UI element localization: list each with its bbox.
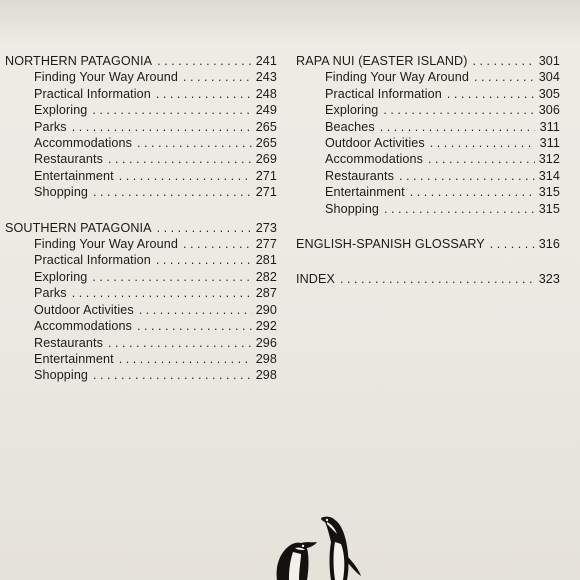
toc-entry[interactable] [296,86,560,102]
toc-entry[interactable] [5,236,277,252]
leader-dots [474,69,535,85]
toc-entry[interactable] [5,184,277,200]
toc-entry-label: Finding Your Way Around [34,70,178,85]
toc-page-number: 296 [255,335,277,350]
toc-entry-section[interactable] [296,53,560,69]
toc-entry-label: NORTHERN PATAGONIA [5,54,153,68]
toc-entry-section[interactable] [296,236,560,252]
leader-dots [410,184,535,200]
toc-entry-label: Finding Your Way Around [325,70,469,85]
page-top-shadow [0,0,580,44]
toc-entry-label: Outdoor Activities [325,136,425,151]
toc-entry[interactable] [296,201,560,217]
toc-page-number: 301 [538,54,560,68]
toc-page-number: 269 [255,152,277,167]
leader-dots [183,69,252,85]
leader-dots [92,269,252,285]
toc-page-number: 282 [255,269,277,284]
toc-entry[interactable] [5,318,277,334]
toc-entry[interactable] [5,367,277,383]
toc-entry-label: SOUTHERN PATAGONIA [5,220,152,235]
leader-dots [383,102,535,118]
toc-page-number: 311 [539,136,560,151]
toc-entry-label: Exploring [34,269,88,284]
leader-dots [93,367,252,383]
leader-dots [183,236,252,252]
toc-entry[interactable] [296,184,560,200]
toc-entry-label: Entertainment [34,351,114,366]
toc-page-number: 314 [538,168,560,183]
leader-dots [119,351,252,367]
section-gap [296,252,560,271]
toc-entry[interactable] [5,252,277,268]
toc-page-number: 315 [538,185,560,200]
toc-entry[interactable] [5,86,277,102]
penguin-left [277,542,317,580]
leader-dots [72,285,252,301]
toc-entry-label: Accommodations [34,136,132,151]
leader-dots [72,119,252,135]
leader-dots [473,53,535,69]
toc-entry-label: Restaurants [325,168,395,183]
toc-entry[interactable] [5,285,277,301]
leader-dots [156,252,252,268]
toc-entry[interactable] [5,102,277,118]
toc-page-number: 248 [255,86,277,101]
toc-entry[interactable] [5,168,277,184]
toc-entry[interactable] [5,151,277,167]
leader-dots [384,201,535,217]
toc-entry[interactable] [5,351,277,367]
toc-page-number: 306 [538,103,560,118]
toc-entry-label: RAPA NUI (EASTER ISLAND) [296,54,468,68]
toc-entry-label: Restaurants [34,335,104,350]
toc-page-number: 304 [538,70,560,85]
toc-entry[interactable] [296,135,560,151]
leader-dots [108,335,252,351]
toc-entry-label: Parks [34,119,67,134]
toc-page-number: 312 [538,152,560,167]
penguin-right [321,517,361,580]
leader-dots [428,151,535,167]
toc-page-number: 298 [255,351,277,366]
leader-dots [157,220,252,236]
toc-page-number: 265 [255,119,277,134]
toc-page-number: 281 [255,253,277,268]
toc-entry-label: Accommodations [34,319,132,334]
toc-entry-label: ENGLISH-SPANISH GLOSSARY [296,237,485,252]
toc-entry-label: Beaches [325,119,375,134]
toc-page-number: 311 [539,119,560,134]
toc-page-number: 287 [255,286,277,301]
toc-entry-label: Outdoor Activities [34,302,134,317]
leader-dots [93,184,252,200]
toc-entry[interactable] [5,69,277,85]
toc-entry[interactable] [296,69,560,85]
toc-page-number: 323 [538,272,560,287]
leader-dots [137,318,252,334]
toc-page-number: 273 [255,220,277,235]
toc-page-number: 271 [255,168,277,183]
toc-entry-section[interactable] [5,220,277,236]
toc-page-number: 316 [538,237,560,252]
toc-entry[interactable] [5,302,277,318]
toc-entry-label: Exploring [325,103,379,118]
toc-entry-label: Shopping [325,201,380,216]
toc-entry[interactable] [5,119,277,135]
toc-left-column [5,53,277,384]
toc-entry[interactable] [296,102,560,118]
leader-dots [108,151,252,167]
toc-entry-label: Entertainment [325,185,405,200]
toc-page-number: 290 [255,302,277,317]
leader-dots [430,135,535,151]
leader-dots [119,168,252,184]
toc-entry-label: Parks [34,286,67,301]
toc-right-column [296,53,560,288]
toc-page-number: 292 [255,319,277,334]
leader-dots [156,86,252,102]
leader-dots [399,168,535,184]
leader-dots [380,119,535,135]
toc-page-number: 271 [255,185,277,200]
section-gap [5,201,277,220]
toc-page-number: 277 [255,237,277,252]
toc-page-number: 315 [538,201,560,216]
toc-entry[interactable] [296,151,560,167]
leader-dots [340,271,535,287]
toc-page-number: 305 [538,86,560,101]
toc-entry-label: Accommodations [325,152,423,167]
toc-entry-label: Entertainment [34,168,114,183]
toc-entry-label: Shopping [34,185,89,200]
toc-entry[interactable] [5,135,277,151]
toc-entry-label: Practical Information [34,86,151,101]
toc-entry-label: Practical Information [325,86,442,101]
leader-dots [490,236,535,252]
toc-page-number: 241 [255,54,277,68]
toc-page-number: 298 [255,368,277,383]
toc-entry-section[interactable] [5,53,277,69]
toc-entry-label: Restaurants [34,152,104,167]
section-gap [296,217,560,236]
toc-entry-label: Exploring [34,103,88,118]
penguins-illustration [255,512,385,580]
leader-dots [139,302,252,318]
toc-entry[interactable] [296,119,560,135]
toc-page-number: 243 [255,70,277,85]
toc-entry[interactable] [5,269,277,285]
toc-page-number: 265 [255,136,277,151]
toc-entry-section[interactable] [296,271,560,287]
toc-entry[interactable] [5,335,277,351]
toc-entry-label: Shopping [34,368,89,383]
leader-dots [137,135,252,151]
toc-entry[interactable] [296,168,560,184]
leader-dots [92,102,252,118]
toc-entry-label: Practical Information [34,253,151,268]
toc-page-number: 249 [255,103,277,118]
leader-dots [447,86,535,102]
toc-entry-label: INDEX [296,272,335,287]
leader-dots [157,53,252,69]
toc-entry-label: Finding Your Way Around [34,237,178,252]
